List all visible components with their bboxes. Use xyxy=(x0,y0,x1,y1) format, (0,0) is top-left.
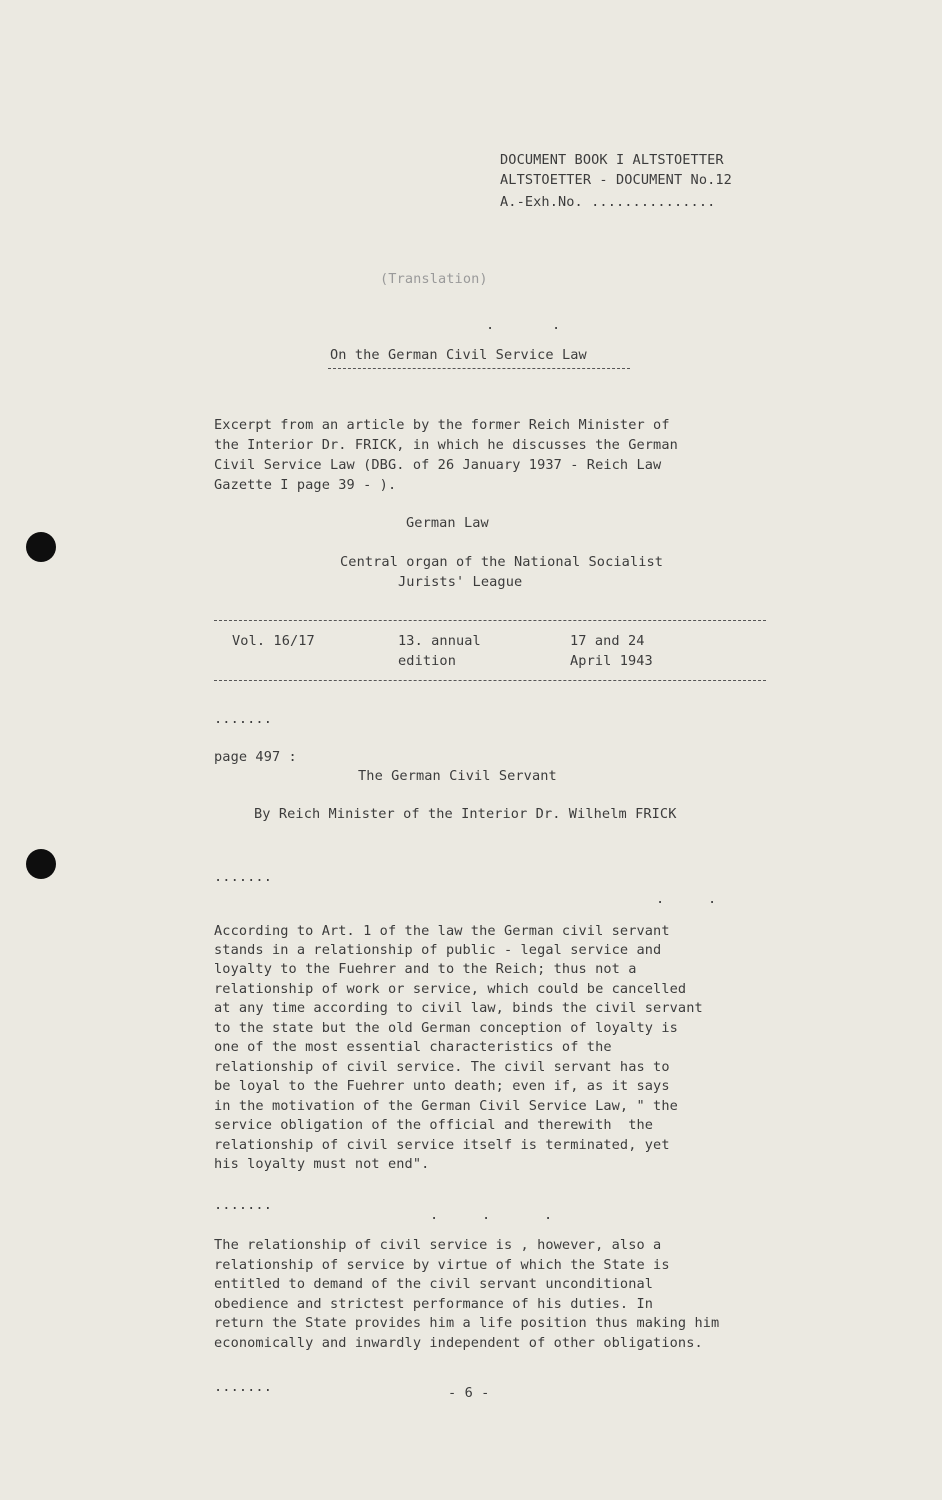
paragraph-line: service obligation of the official and therewith the xyxy=(214,1117,654,1133)
paragraph-line: obedience and strictest performance of his duties. In xyxy=(214,1296,654,1312)
table-bottom-rule xyxy=(214,680,766,681)
issue-date: 17 and 24 xyxy=(570,633,645,649)
issue-date: April 1943 xyxy=(570,653,653,669)
omission-ellipsis: ....... xyxy=(214,869,272,885)
omission-ellipsis: ....... xyxy=(214,711,272,727)
issue-edition: 13. annual xyxy=(398,633,481,649)
table-top-rule xyxy=(214,620,766,621)
header-document-book: DOCUMENT BOOK I ALTSTOETTER xyxy=(500,152,724,168)
intro-line: Excerpt from an article by the former Reich Minister of xyxy=(214,417,670,433)
intro-line: Gazette I page 39 - ). xyxy=(214,477,397,493)
paragraph-line: The relationship of civil service is , however, also a xyxy=(214,1237,662,1253)
faint-translation-note: (Translation) xyxy=(380,271,488,287)
stray-mark: . xyxy=(486,317,495,333)
document-title: On the German Civil Service Law xyxy=(330,347,587,363)
paragraph-line: one of the most essential characteristics of the xyxy=(214,1039,612,1055)
paragraph-line: return the State provides him a life position thus making him xyxy=(214,1315,720,1331)
punch-hole-bottom xyxy=(26,849,56,879)
paragraph-line: stands in a relationship of public - legal service and xyxy=(214,942,662,958)
article-byline: By Reich Minister of the Interior Dr. Wilhelm FRICK xyxy=(254,806,677,822)
punch-hole-top xyxy=(26,532,56,562)
header-exhibit-number: A.-Exh.No. ............... xyxy=(500,194,716,210)
page-reference: page 497 : xyxy=(214,749,297,765)
article-title: The German Civil Servant xyxy=(358,768,557,784)
issue-edition: edition xyxy=(398,653,456,669)
paragraph-line: relationship of service by virtue of which the State is xyxy=(214,1257,670,1273)
omission-ellipsis: ....... xyxy=(214,1197,272,1213)
intro-line: the Interior Dr. FRICK, in which he discusses the German xyxy=(214,437,678,453)
paragraph-line: relationship of work or service, which could be cancelled xyxy=(214,981,687,997)
intro-line: Civil Service Law (DBG. of 26 January 1937 - Reich Law xyxy=(214,457,662,473)
stray-mark: . xyxy=(544,1207,553,1223)
paragraph-line: economically and inwardly independent of other obligations. xyxy=(214,1335,703,1351)
paragraph-line: loyalty to the Fuehrer and to the Reich; thus not a xyxy=(214,961,637,977)
paragraph-line: at any time according to civil law, binds the civil servant xyxy=(214,1000,703,1016)
stray-mark: . xyxy=(430,1207,439,1223)
publication-organ: Central organ of the National Socialist xyxy=(340,554,664,570)
paragraph-line: relationship of civil service. The civil servant has to xyxy=(214,1059,670,1075)
stray-mark: . xyxy=(708,891,717,907)
stray-mark: . xyxy=(482,1207,491,1223)
paragraph-line: in the motivation of the German Civil Service Law, " the xyxy=(214,1098,678,1114)
paragraph-line: to the state but the old German conception of loyalty is xyxy=(214,1020,678,1036)
title-underline xyxy=(328,368,630,369)
paragraph-line: relationship of civil service itself is terminated, yet xyxy=(214,1137,670,1153)
paragraph-line: entitled to demand of the civil servant unconditional xyxy=(214,1276,654,1292)
paragraph-line: his loyalty must not end". xyxy=(214,1156,430,1172)
publication-organ: Jurists' League xyxy=(398,574,523,590)
omission-ellipsis: ....... xyxy=(214,1379,272,1395)
issue-volume: Vol. 16/17 xyxy=(232,633,315,649)
page-number: - 6 - xyxy=(448,1385,490,1401)
header-document-number: ALTSTOETTER - DOCUMENT No.12 xyxy=(500,172,732,188)
paragraph-line: be loyal to the Fuehrer unto death; even if, as it says xyxy=(214,1078,670,1094)
publication-name: German Law xyxy=(406,515,489,531)
paragraph-line: According to Art. 1 of the law the German civil servant xyxy=(214,923,670,939)
stray-mark: . xyxy=(552,317,561,333)
stray-mark: . xyxy=(656,891,665,907)
